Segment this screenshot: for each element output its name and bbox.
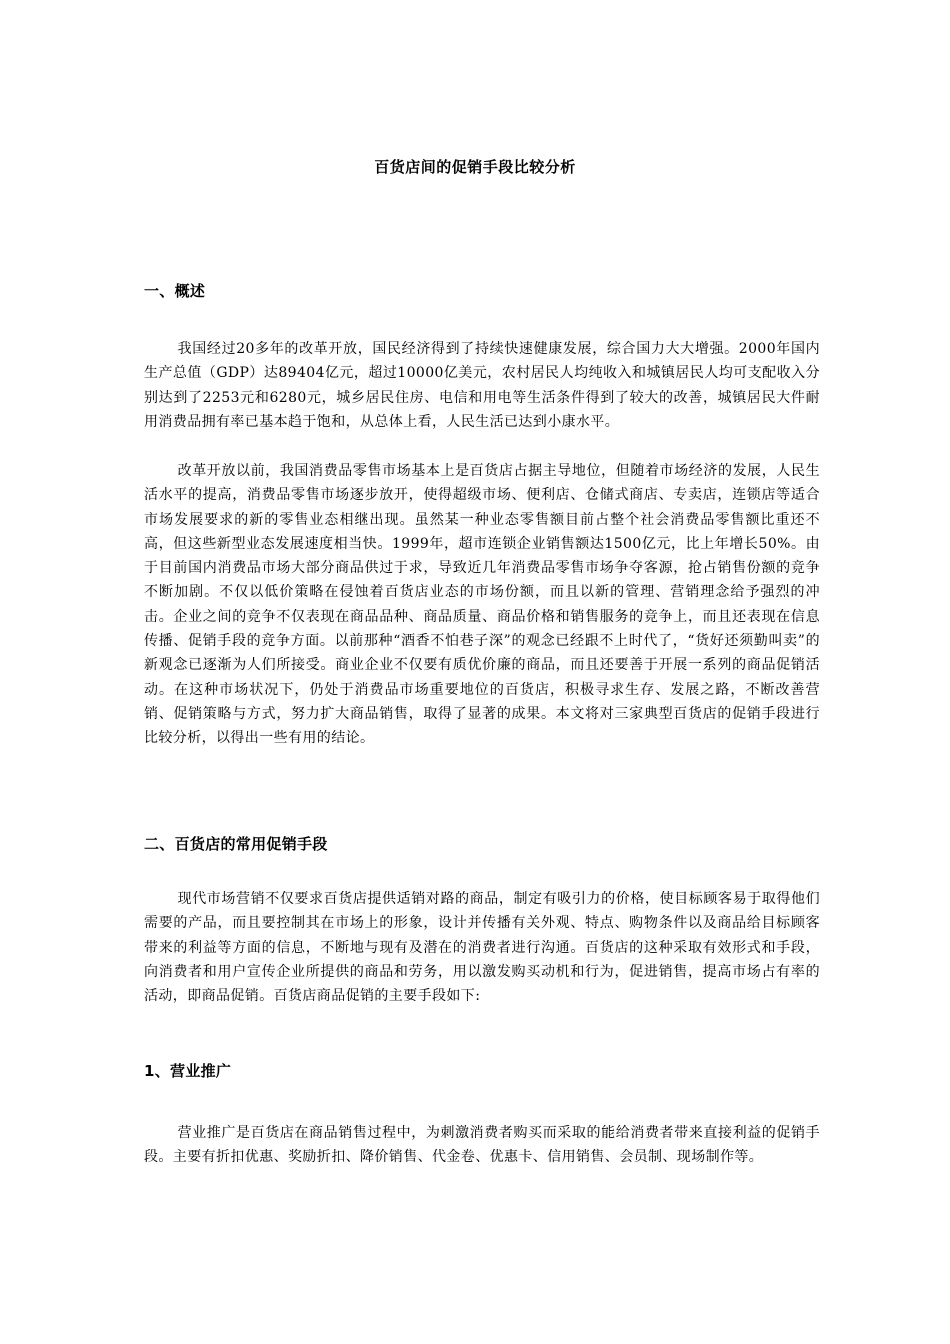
section-heading-common-promotion: 二、百货店的常用促销手段 bbox=[144, 835, 328, 853]
paragraph-sales-promotion-1: 营业推广是百货店在商品销售过程中，为刺激消费者购买而采取的能给消费者带来直接利益的促销手段。主要有折扣优惠、奖励折扣、降价销售、代金卷、优惠卡、信用销售、会员制、现场制作等。 bbox=[144, 1125, 820, 1166]
paragraph-overview-2: 改革开放以前，我国消费品零售市场基本上是百货店占据主导地位，但随着市场经济的发展，人民生活水平的提高，消费品零售市场逐步放开，使得超级市场、便利店、仓储式商店、专卖店，连锁店等适合市场发展要求的新的零售业态相继出现。虽然某一种业态零售额目前占整个社会消费品零售额比重还不高，但这些新型业态发展速度相当快。1999年，超市连锁企业销售额达1500亿元，比上年增长50%。由于目前国内消费品市场大部分商品供过于求，导致近几年消费品零售市场争夺客源，抢占销售份额的竞争不断加剧。不仅以低价策略在侵蚀着百货店业态的市场份额，而且以新的管理、营销理念给予强烈的冲击。企业之间的竞争不仅表现在商品品种、商品质量、商品价格和销售服务的竞争上，而且还表现在信息传播、促销手段的竞争方面。以前那种“酒香不怕巷子深”的观念已经跟不上时代了，“货好还须勤叫卖”的新观念已逐渐为人们所接受。商业企业不仅要有质优价廉的商品，而且还要善于开展一系列的商品促销活动。在这种市场状况下，仍处于消费品市场重要地位的百货店，积极寻求生存、发展之路，不断改善营销、促销策略与方式，努力扩大商品销售，取得了显著的成果。本文将对三家典型百货店的促销手段进行比较分析，以得出一些有用的结论。 bbox=[144, 463, 820, 747]
section-heading-overview: 一、概述 bbox=[144, 282, 206, 300]
paragraph-overview-1: 我国经过20多年的改革开放，国民经济得到了持续快速健康发展，综合国力大大增强。2000年国内生产总值（GDP）达89404亿元，超过10000亿美元，农村居民人均纯收入和城镇居民人均可支配收入分别达到了2253元和6280元，城乡居民住房、电信和用电等生活条件得到了较大的改善，城镇居民大件耐用消费品拥有率已基本趋于饱和，从总体上看，人民生活已达到小康水平。 bbox=[144, 341, 820, 430]
document-title: 百货店间的促销手段比较分析 bbox=[374, 158, 576, 176]
section-heading-sales-promotion: 1、营业推广 bbox=[144, 1062, 232, 1080]
paragraph-common-promotion-1: 现代市场营销不仅要求百货店提供适销对路的商品，制定有吸引力的价格，使目标顾客易于取得他们需要的产品，而且要控制其在市场上的形象，设计并传播有关外观、特点、购物条件以及商品给目标顾客带来的利益等方面的信息，不断地与现有及潜在的消费者进行沟通。百货店的这种采取有效形式和手段，向消费者和用户宣传企业所提供的商品和劳务，用以激发购买动机和行为，促进销售，提高市场占有率的活动，即商品促销。百货店商品促销的主要手段如下: bbox=[144, 891, 820, 1005]
